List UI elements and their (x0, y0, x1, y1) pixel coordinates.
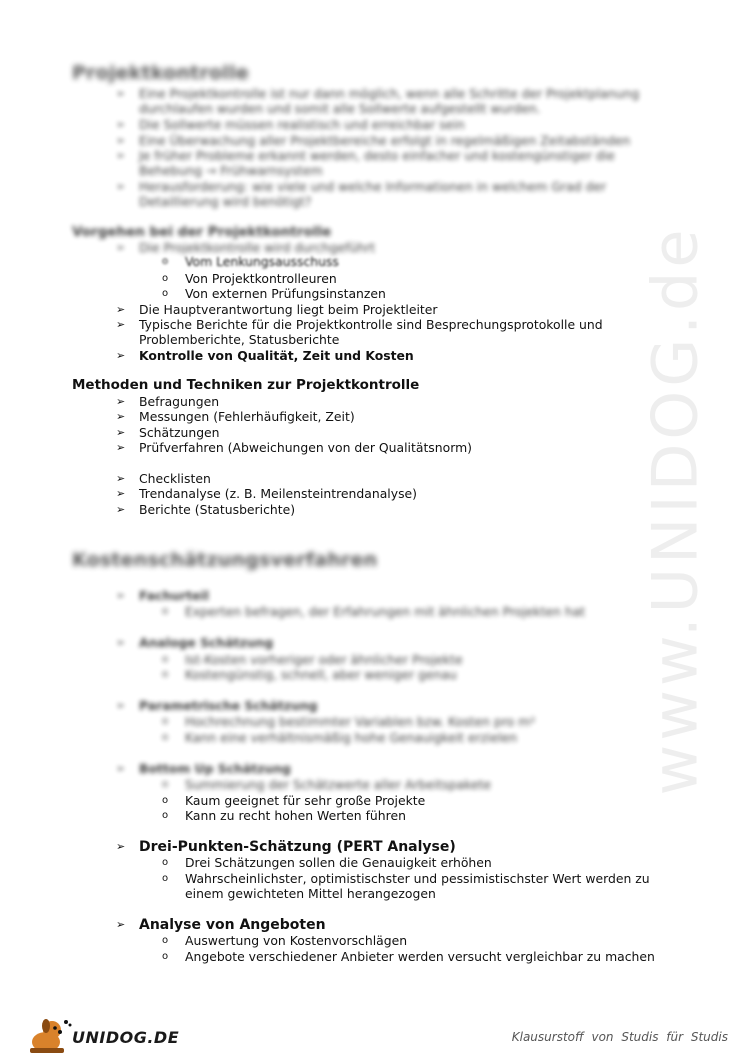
arrow-bullet-icon: ➢ (116, 426, 126, 439)
arrow-bullet-icon: ➢ (116, 918, 126, 931)
arrow-bullet-icon: ➢ (116, 118, 126, 131)
section-title-methoden: Methoden und Techniken zur Projektkontrolle (72, 377, 420, 393)
circle-bullet-icon: o (162, 669, 169, 680)
arrow-bullet-icon: ➢ (116, 636, 126, 649)
footer-tagline: Klausurstoff von Studis für Studis (511, 1030, 728, 1044)
arrow-bullet-icon: ➢ (116, 699, 126, 712)
arrow-bullet-icon: ➢ (116, 410, 126, 423)
arrow-bullet-icon: ➢ (116, 503, 126, 516)
circle-bullet-icon: o (162, 654, 169, 665)
circle-bullet-icon: o (162, 779, 169, 790)
unidog-logo[interactable] (22, 1016, 192, 1056)
arrow-bullet-icon: ➢ (116, 349, 126, 362)
document-page: www.UNIDOG.de Projektkontrolle ➢ Eine Projektkontrolle ist nur dann möglich, wenn alle Schritte der Projektplanung durchlaufen wurden und somit alle Sollwerte aufgestellt wurden. ➢ Die Sollwerte müssen realistisch und erreichbar sein ➢ Eine Überwachung aller Projektbereiche erfolgt in regelmäßigen Zeitabständen ➢ Je früher Probleme erkannt werden, desto einfacher und kostengünstiger die Behebung → Frühwarnsystem ➢ Herausforderung: wie viele und welche Informationen in welchem Grad der Detaillierung wird benötigt? Vorgehen bei der Projektkontrolle ➢ Die Projektkontrolle wird durchgeführt o Vom Lenkungsausschuss o Von Projektkontrolleuren o Von externen Prüfungsinstanzen ➢ Die Hauptverantwortung liegt beim Projektleiter ➢ Typische Berichte für die Projektkontrolle sind Besprechungsprotokolle und Problemberichte, Statusberichte ➢ Kontrolle von Qualität, Zeit und Kosten Methoden und Techniken zur Projektkontrolle ➢ Befragungen ➢ Messungen (Fehlerhäufigkeit, Zeit) ➢ Schätzungen ➢ Prüfverfahren (Abweichungen von der Qualitätsnorm) ➢ Checklisten ➢ Trendanalyse (z. B. Meilensteintrendanalyse) ➢ Berichte (Statusberichte) Kostenschätzungsverfahren ➢ Fachurteil o Experten befragen, der Erfahrungen mit ähnlichen Projekten hat ➢ Analoge Schätzung o Ist-Kosten vorheriger oder ähnlicher Projekte o Kostengünstig, schnell, aber weniger genau ➢ Parametrische Schätzung o Hochrechnung bestimmter Variablen bzw. Kosten pro m² o Kann eine verhältnismäßig hohe Genauigkeit erzielen ➢ Bottom Up Schätzung o Summierung der Schätzwerte aller Arbeitspakete o Kaum geeignet für sehr große Projekte o Kann zu recht hohen Werten führen ➢ Drei-Punkten-Schätzung (PERT Analyse) o Drei Schätzungen sollen die Genauigkeit erhöhen o Wahrscheinlichster, optimistischster und pessimistischster Wert werden zu einem gewichteten Mittel herangezogen ➢ Analyse von Angeboten o Auswertung von Kostenvorschlägen o Angebote verschiedener Anbieter werden versucht vergleichbar zu machen UNIDOG.DE Klausurstoff von Studis für Studis (0, 0, 750, 1060)
circle-bullet-icon: o (162, 716, 169, 727)
arrow-bullet-icon: ➢ (116, 487, 126, 500)
watermark-text: www.UNIDOG.de (638, 225, 712, 795)
arrow-bullet-icon: ➢ (116, 472, 126, 485)
circle-bullet-icon: o (162, 256, 169, 267)
section-title-vorgehen: Vorgehen bei der Projektkontrolle (72, 224, 332, 240)
arrow-bullet-icon: ➢ (116, 149, 126, 162)
circle-bullet-icon: o (162, 732, 169, 743)
arrow-bullet-icon: ➢ (116, 134, 126, 147)
circle-bullet-icon: o (162, 288, 169, 299)
arrow-bullet-icon: ➢ (116, 180, 126, 193)
arrow-bullet-icon: ➢ (116, 241, 126, 254)
section-title-kostenschaetzung: Kostenschätzungsverfahren (72, 549, 378, 571)
circle-bullet-icon: o (162, 273, 169, 284)
circle-bullet-icon: o (162, 951, 169, 962)
arrow-bullet-icon: ➢ (116, 395, 126, 408)
watermark (625, 225, 725, 795)
circle-bullet-icon: o (162, 810, 169, 821)
circle-bullet-icon: o (162, 935, 169, 946)
arrow-bullet-icon: ➢ (116, 303, 126, 316)
dog-mascot-icon (22, 1016, 72, 1056)
circle-bullet-icon: o (162, 857, 169, 868)
circle-bullet-icon: o (162, 873, 169, 884)
section-title-projektkontrolle: Projektkontrolle (72, 62, 249, 84)
arrow-bullet-icon: ➢ (116, 318, 126, 331)
circle-bullet-icon: o (162, 795, 169, 806)
logo-text: UNIDOG.DE (72, 1028, 180, 1047)
arrow-bullet-icon: ➢ (116, 762, 126, 775)
arrow-bullet-icon: ➢ (116, 87, 126, 100)
arrow-bullet-icon: ➢ (116, 441, 126, 454)
circle-bullet-icon: o (162, 606, 169, 617)
arrow-bullet-icon: ➢ (116, 840, 126, 853)
arrow-bullet-icon: ➢ (116, 589, 126, 602)
